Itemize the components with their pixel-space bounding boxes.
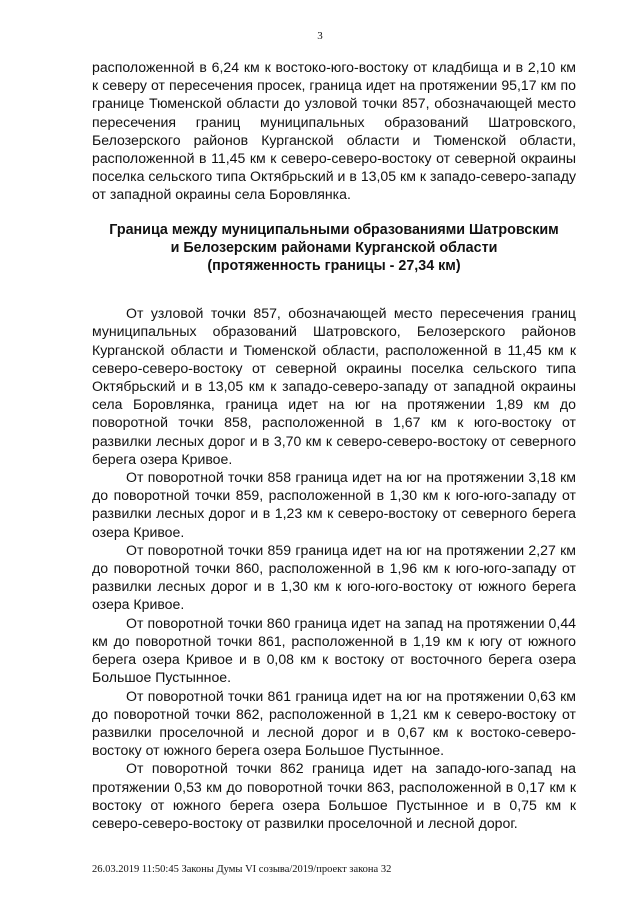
- body-paragraph: От узловой точки 857, обозначающей место пересечения границ муниципальных образований Шатровского, Белозерского районов Курганской области и Тюменской области, расположенной в 11,45 км к северо-северо-востоку от северной окраины поселка сельского типа Октябрьский и в 13,05 км к западо-северо-западу от западной окраины села Боровлянка, граница идет на юг на протяжении 1,89 км до поворотной точки 858, расположенной в 1,67 км к юго-востоку от развилки лесных дорог и в 3,70 км к северо-северо-востоку от северного берега озера Кривое.: [92, 305, 576, 467]
- body-paragraph: От поворотной точки 858 граница идет на юг на протяжении 3,18 км до поворотной точки 859, расположенной в 1,30 км к юго-юго-западу от развилки лесных дорог и в 1,23 км к северо-востоку от северного берега озера Кривое.: [92, 469, 576, 540]
- page-number: 3: [317, 30, 323, 42]
- heading-line-1: Граница между муниципальными образованиями Шатровским: [109, 221, 559, 238]
- body-paragraph: От поворотной точки 859 граница идет на юг на протяжении 2,27 км до поворотной точки 860, расположенной в 1,96 км к юго-юго-западу от развилки лесных дорог и в 1,30 км к юго-юго-востоку от южного берега озера Кривое.: [92, 541, 576, 613]
- intro-paragraph: расположенной в 6,24 км к востоко-юго-востоку от кладбища и в 2,10 км к северу от пересечения просек, граница идет на протяжении 95,17 км по границе Тюменской области до узловой точки 857, обозначающей место пересечения границ муниципальных образований Шатровского, Белозерского районов Курганской области и Тюменской области, расположенной в 11,45 км к северо-северо-востоку от северной окраины поселка сельского типа Октябрьский и в 13,05 км к западо-северо-западу от западной окраины села Боровлянка.: [92, 59, 576, 203]
- heading-spacer: [92, 292, 576, 304]
- section-heading: [92, 221, 576, 276]
- body-paragraph: От поворотной точки 862 граница идет на западо-юго-запад на протяжении 0,53 км до поворотной точки 863, расположенной в 0,17 км к востоку от южного берега озера Большое Пустынное и в 0,75 км к северо-северо-востоку от развилки проселочной и лесной дорог.: [92, 760, 576, 831]
- document-body: [92, 58, 576, 832]
- heading-line-3: (протяженность границы - 27,34 км): [207, 258, 461, 275]
- body-paragraph: От поворотной точки 861 граница идет на юг на протяжении 0,63 км до поворотной точки 862, расположенной в 1,21 км к северо-востоку от развилки проселочной и лесной дорог и в 0,67 км к востоко-северо-востоку от южного берега озера Большое Пустынное.: [92, 687, 576, 759]
- body-paragraph: От поворотной точки 860 граница идет на запад на протяжении 0,44 км до поворотной точки 861, расположенной в 1,19 км к югу от южного берега озера Кривое и в 0,08 км к востоку от восточного берега озера Большое Пустынное.: [92, 614, 576, 686]
- document-footer: 26.03.2019 11:50:45 Законы Думы VI созыва/2019/проект закона 32: [92, 864, 392, 875]
- heading-line-2: и Белозерским районами Курганской области: [170, 239, 498, 256]
